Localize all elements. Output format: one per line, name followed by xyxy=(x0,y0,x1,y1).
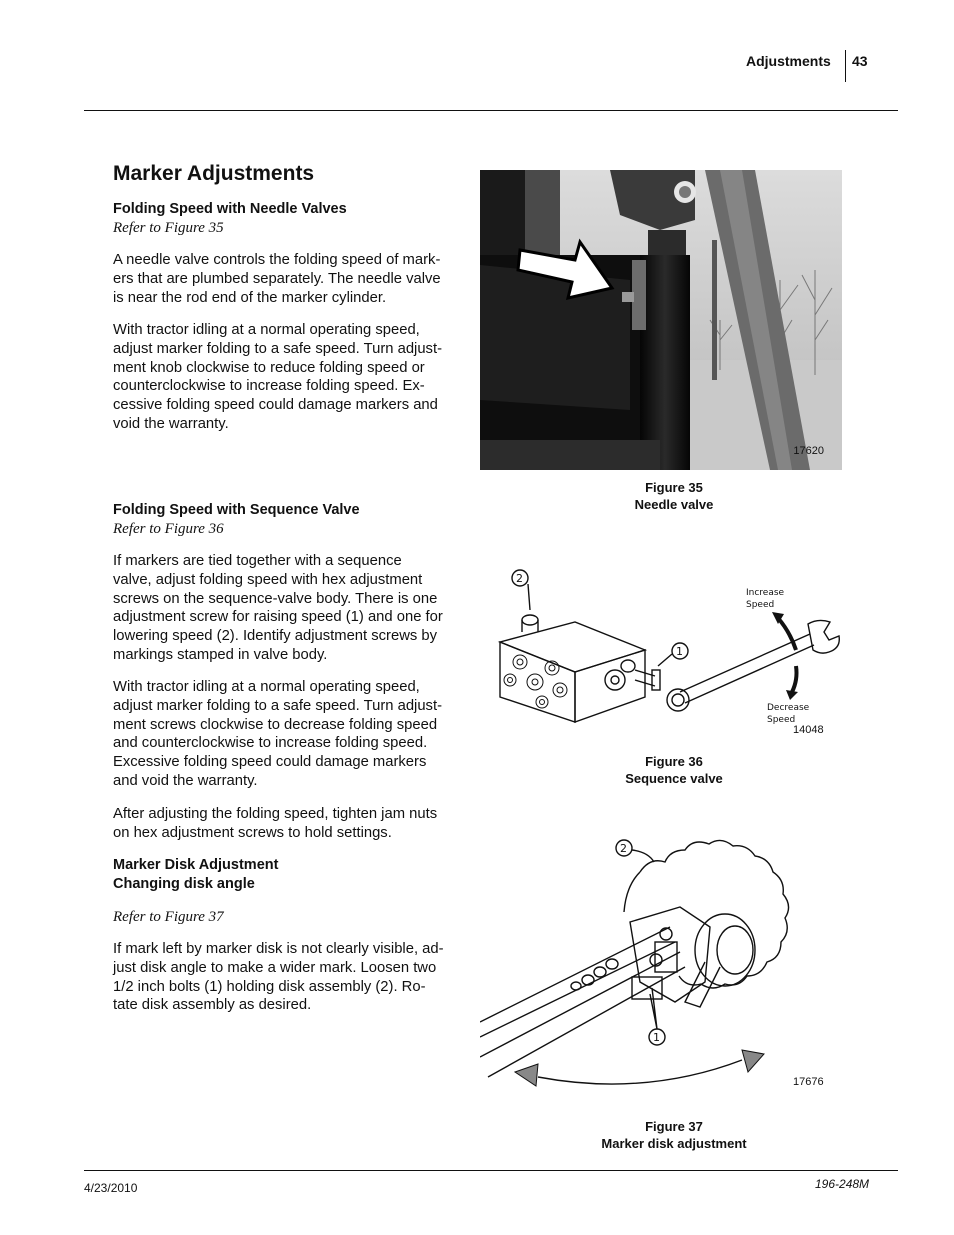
para-sequence-valve-1: If markers are tied together with a sequence valve, adjust folding speed with hex adjustment screws on the sequence-valve body. There is one adjustment screw for raising speed (1) and one for lowering speed (2). Identify adjustment screws by markings stamped in valve body. xyxy=(113,553,443,663)
figure-36-label-decrease: Decrease xyxy=(767,703,810,713)
figure-36-label-increase-speed: Speed xyxy=(746,600,775,610)
arrow-decrease-icon xyxy=(792,666,797,692)
figure-36-number: 14048 xyxy=(793,724,824,736)
figure-36-label-increase: Increase xyxy=(746,588,785,598)
top-rule xyxy=(84,110,898,111)
figure-37-number: 17676 xyxy=(793,1076,824,1088)
heading-needle-valves: Folding Speed with Needle Valves xyxy=(113,201,347,217)
para-needle-valve-1: A needle valve controls the folding speed of mark- ers that are plumbed separately. The needle valve is near the rod end of the marker cylinder. xyxy=(113,252,441,306)
heading-sequence-valve: Folding Speed with Sequence Valve xyxy=(113,502,360,518)
para-marker-disk: If mark left by marker disk is not clearly visible, ad- just disk angle to make a wider mark. Loosen two 1/2 inch bolts (1) holding disk assembly (2). Ro- tate disk assembly as desired. xyxy=(113,941,444,1014)
figure-37-callout-2: 2 xyxy=(620,842,627,855)
figure-36-callout-1: 1 xyxy=(676,645,683,658)
figure-37-drawing xyxy=(480,832,842,1092)
header-divider xyxy=(845,50,846,82)
arrow-increase-icon xyxy=(778,618,796,650)
bottom-rule xyxy=(84,1170,898,1171)
figure-35-photo xyxy=(480,170,842,470)
ref-figure-37: Refer to Figure 37 xyxy=(113,909,224,925)
footer-date: 4/23/2010 xyxy=(84,1181,138,1195)
footer-document-number: 196-248M xyxy=(815,1177,870,1191)
para-needle-valve-2: With tractor idling at a normal operating speed, adjust marker folding to a safe speed. Turn adjust- ment knob clockwise to reduce folding speed or counterclockwise to increase folding speed. Ex- cessive folding speed could damage markers and void the warranty. xyxy=(113,322,442,432)
figure-35-caption: Figure 35 Needle valve xyxy=(634,480,714,512)
heading-marker-disk: Marker Disk Adjustment Changing disk angle xyxy=(113,857,279,892)
figure-35-number: 17620 xyxy=(793,445,824,457)
figure-36-drawing xyxy=(480,562,842,742)
page-title: Marker Adjustments xyxy=(113,162,315,185)
para-sequence-valve-2: With tractor idling at a normal operating speed, adjust marker folding to a safe speed. Turn adjust- ment screws clockwise to decrease folding speed and counterclockwise to increase folding speed. Excessive folding speed could damage markers and void the warranty. xyxy=(113,679,442,789)
figure-37-callout-1: 1 xyxy=(653,1031,660,1044)
ref-figure-35: Refer to Figure 35 xyxy=(113,220,224,236)
header-section-title: Adjustments xyxy=(746,53,831,69)
figure-36-caption: Figure 36 Sequence valve xyxy=(625,754,723,786)
ref-figure-36: Refer to Figure 36 xyxy=(113,521,224,537)
figure-36-callout-2: 2 xyxy=(516,572,523,585)
para-sequence-valve-3: After adjusting the folding speed, tighten jam nuts on hex adjustment screws to hold settings. xyxy=(113,806,438,841)
figure-36-label-decrease-speed: Speed xyxy=(767,715,796,725)
page-number: 43 xyxy=(852,53,868,69)
figure-37-caption: Figure 37 Marker disk adjustment xyxy=(601,1119,747,1151)
